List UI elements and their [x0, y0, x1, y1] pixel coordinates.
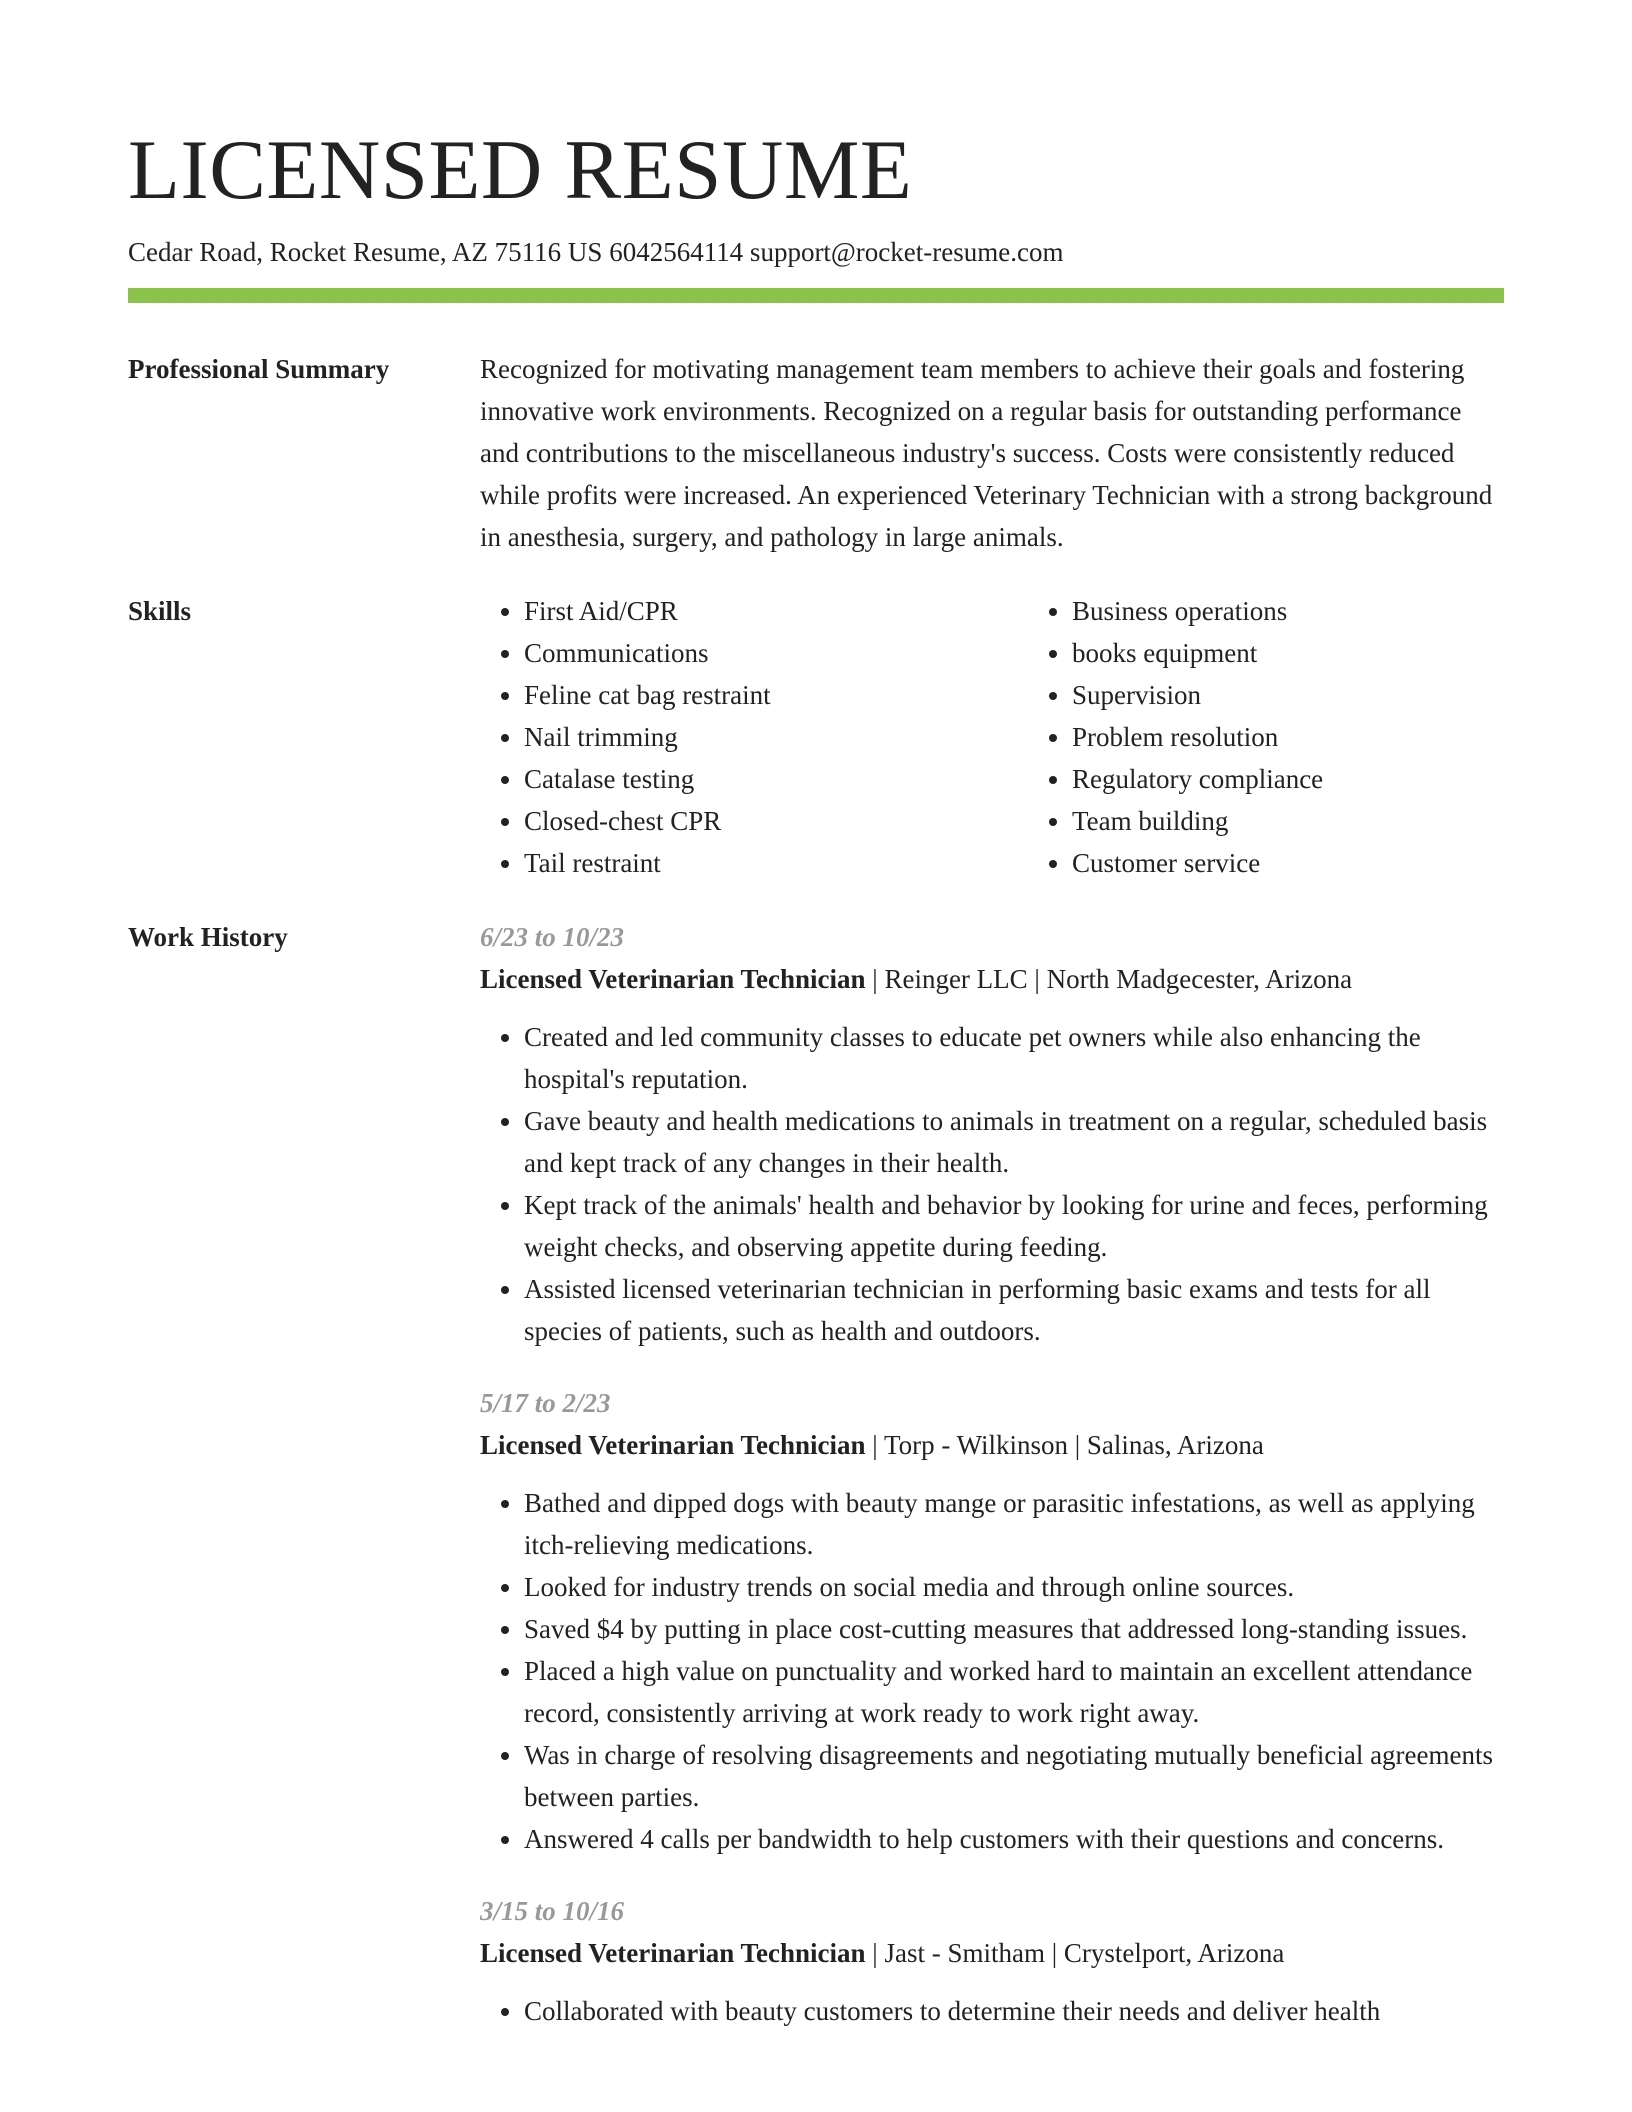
skill-item: • Team building: [1072, 800, 1576, 842]
skill-item: • Nail trimming: [524, 716, 1028, 758]
summary-section: [128, 348, 1504, 558]
skill-item: • Customer service: [1072, 842, 1576, 884]
contact-info: Cedar Road, Rocket Resume, AZ 75116 US 6042564114 support@rocket-resume.com: [128, 237, 1064, 267]
skill-item: • Problem resolution: [1072, 716, 1576, 758]
job-header: [480, 1424, 1504, 1466]
job-details: | Jast - Smitham | Crystelport, Arizona: [865, 1938, 1285, 1968]
job-title: Licensed Veterinarian Technician: [480, 964, 866, 994]
job-bullets: [480, 1990, 1504, 2032]
skills-heading: Skills: [128, 596, 192, 626]
job-bullets: [480, 1016, 1504, 1352]
job-entry: [480, 1382, 1504, 1860]
skill-item: • Regulatory compliance: [1072, 758, 1576, 800]
job-header: [480, 958, 1504, 1000]
skills-list-left: [480, 590, 1028, 884]
skills-list-right: [1028, 590, 1576, 884]
summary-heading: Professional Summary: [128, 354, 390, 384]
job-dates: 6/23 to 10/23: [480, 922, 625, 952]
resume-page: [128, 0, 1504, 2062]
job-header: [480, 1932, 1504, 1974]
job-title: Licensed Veterinarian Technician: [480, 1938, 866, 1968]
resume-name: LICENSED RESUME: [128, 123, 913, 217]
skills-columns: [480, 590, 1576, 884]
skill-item: • Supervision: [1072, 674, 1576, 716]
job-bullet: • Created and led community classes to educate pet owners while also enhancing the hospital's reputation.: [524, 1016, 1504, 1100]
skill-item: • First Aid/CPR: [524, 590, 1028, 632]
job-bullet: • Answered 4 calls per bandwidth to help customers with their questions and concerns.: [524, 1818, 1504, 1860]
job-bullet: • Looked for industry trends on social media and through online sources.: [524, 1566, 1504, 1608]
job-bullet: • Bathed and dipped dogs with beauty mange or parasitic infestations, as well as applying itch-relieving medications.: [524, 1482, 1504, 1566]
job-bullet: • Saved $4 by putting in place cost-cutting measures that addressed long-standing issues.: [524, 1608, 1504, 1650]
job-details: | Torp - Wilkinson | Salinas, Arizona: [865, 1430, 1264, 1460]
job-bullet: • Collaborated with beauty customers to determine their needs and deliver health: [524, 1990, 1504, 2032]
job-bullet: • Was in charge of resolving disagreements and negotiating mutually beneficial agreements between parties.: [524, 1734, 1504, 1818]
skill-item: • Business operations: [1072, 590, 1576, 632]
header-divider: [128, 288, 1504, 303]
skills-body: [480, 590, 1576, 884]
job-bullet: • Gave beauty and health medications to animals in treatment on a regular, scheduled basis and kept track of any changes in their health.: [524, 1100, 1504, 1184]
work-history-heading: Work History: [128, 922, 288, 952]
job-title: Licensed Veterinarian Technician: [480, 1430, 866, 1460]
job-dates: 5/17 to 2/23: [480, 1388, 611, 1418]
skill-item: • books equipment: [1072, 632, 1576, 674]
job-dates: 3/15 to 10/16: [480, 1896, 625, 1926]
job-entry: [480, 1890, 1504, 2032]
skill-item: • Communications: [524, 632, 1028, 674]
job-bullet: • Kept track of the animals' health and behavior by looking for urine and feces, performing weight checks, and observing appetite during feeding.: [524, 1184, 1504, 1268]
work-history-section: [128, 916, 1504, 2062]
work-history-body: [480, 916, 1504, 2062]
job-details: | Reinger LLC | North Madgecester, Arizona: [865, 964, 1353, 994]
skill-item: • Feline cat bag restraint: [524, 674, 1028, 716]
skills-section: [128, 590, 1504, 884]
job-bullet: • Assisted licensed veterinarian technician in performing basic exams and tests for all species of patients, such as health and outdoors.: [524, 1268, 1504, 1352]
skill-item: • Closed-chest CPR: [524, 800, 1028, 842]
skill-item: • Tail restraint: [524, 842, 1028, 884]
job-bullets: [480, 1482, 1504, 1860]
summary-text: Recognized for motivating management team members to achieve their goals and fostering innovative work environments. Recognized on a regular basis for outstanding performance and contributions to the miscellaneous industry's success. Costs were consistently reduced while profits were increased. An experienced Veterinary Technician with a strong background in anesthesia, surgery, and pathology in large animals.: [480, 354, 1493, 552]
skill-item: • Catalase testing: [524, 758, 1028, 800]
job-bullet: • Placed a high value on punctuality and worked hard to maintain an excellent attendance record, consistently arriving at work ready to work right away.: [524, 1650, 1504, 1734]
job-entry: [480, 916, 1504, 1352]
